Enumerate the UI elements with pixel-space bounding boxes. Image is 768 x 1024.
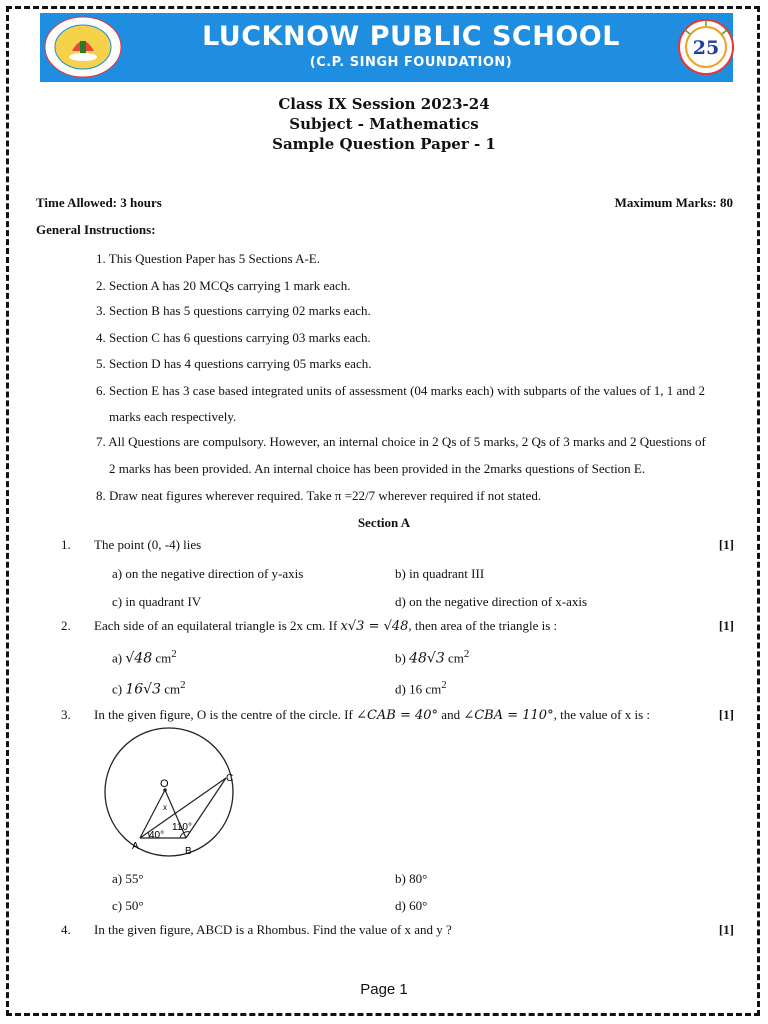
q4-number: 4.: [61, 922, 71, 937]
instruction-7-cont: 2 marks has been provided. An internal choice has been provided in the 2marks questions of Section E.: [109, 461, 646, 476]
label-b: B: [185, 846, 192, 857]
q3-option-c: c) 50°: [112, 898, 144, 913]
foundation-name: (C.P. SINGH FOUNDATION): [309, 55, 513, 70]
q2-a-label: a): [112, 650, 123, 666]
maximum-marks: Maximum Marks: 80: [614, 195, 733, 210]
q2-b-square: 2: [463, 648, 470, 660]
instruction-7: 7. All Questions are compulsory. However, an internal choice in 2 Qs of 5 marks, 2 Qs of 3 marks and 2 Questions of: [96, 434, 706, 449]
q1-option-a: a) on the negative direction of y-axis: [112, 566, 304, 581]
q3-option-d: d) 60°: [395, 898, 428, 913]
q2-option-d: [395, 679, 447, 697]
q1-option-d: d) on the negative direction of x-axis: [395, 594, 588, 609]
q1-number: 1.: [61, 537, 71, 552]
q2-b-unit: cm: [448, 650, 464, 666]
q3-text-and: and: [441, 707, 461, 722]
instruction-5: 5. Section D has 4 questions carrying 05 marks each.: [96, 356, 372, 371]
title-paper: Sample Question Paper - 1: [272, 135, 496, 153]
instruction-1: 1. This Question Paper has 5 Sections A-E.: [96, 251, 320, 266]
page-number: Page 1: [360, 981, 408, 998]
label-x: x: [163, 803, 167, 812]
instruction-2: 2. Section A has 20 MCQs carrying 1 mark each.: [96, 278, 351, 293]
q3-text: [94, 707, 650, 723]
q2-number: 2.: [61, 618, 71, 633]
q2-text-post: , then area of the triangle is :: [408, 618, 558, 633]
label-40: 40°: [149, 830, 165, 841]
q2-a-square: 2: [171, 648, 177, 660]
q2-c-label: c): [112, 681, 123, 697]
label-110: 110°: [172, 822, 192, 833]
q2-d-value: 16 cm: [409, 681, 442, 697]
q3-marks: [1]: [718, 707, 734, 722]
title-subject: Subject - Mathematics: [289, 115, 479, 133]
instruction-6: 6. Section E has 3 case based integrated units of assessment (04 marks each) with subparts of the values of 1, 1 and 2: [96, 383, 706, 398]
instruction-4: 4. Section C has 6 questions carrying 03 marks each.: [96, 330, 371, 345]
instruction-3: 3. Section B has 5 questions carrying 02 marks each.: [96, 303, 371, 318]
q2-marks: [1]: [718, 618, 734, 633]
q2-option-c: [112, 679, 186, 697]
badge-number: 25: [692, 37, 720, 59]
q2-a-value: √48: [125, 650, 153, 667]
q3-number: 3.: [61, 707, 71, 722]
q2-b-label: b): [395, 650, 406, 666]
anniversary-badge-icon: [677, 16, 735, 78]
instruction-8: 8. Draw neat figures wherever required. Take π =22/7 wherever required if not stated.: [96, 488, 542, 503]
title-class: Class IX Session 2023-24: [278, 95, 490, 113]
label-c: C: [226, 773, 234, 784]
q3-circle-figure: [96, 726, 246, 858]
q4-marks: [1]: [718, 922, 734, 937]
page-border: [6, 6, 760, 1016]
q3-text-post: , the value of x is :: [553, 707, 650, 722]
q3-text-pre: In the given figure, O is the centre of the circle. If: [94, 707, 353, 722]
q2-b-value: 48√3: [409, 650, 445, 667]
q3-option-a: a) 55°: [112, 871, 144, 886]
q4-text: In the given figure, ABCD is a Rhombus. Find the value of x and y ?: [94, 922, 452, 937]
q2-a-unit: cm: [155, 650, 172, 666]
q1-marks: [1]: [718, 537, 734, 552]
q2-equation: x√3 = √48: [340, 619, 409, 634]
instruction-6-cont: marks each respectively.: [109, 409, 237, 424]
q1-option-c: c) in quadrant IV: [112, 594, 202, 609]
label-o: O: [160, 778, 169, 790]
q1-text: The point (0, -4) lies: [94, 537, 202, 552]
school-emblem-icon: [42, 15, 124, 79]
q1-option-b: b) in quadrant III: [395, 566, 485, 581]
general-instructions-heading: General Instructions:: [36, 222, 156, 237]
line-bc: [186, 778, 226, 838]
q2-c-value: 16√3: [125, 681, 162, 698]
school-name: LUCKNOW PUBLIC SCHOOL: [202, 21, 620, 52]
q2-c-unit: cm: [164, 681, 181, 697]
q2-text: [94, 618, 557, 634]
q2-option-b: [395, 648, 469, 666]
circle-outline: [105, 728, 233, 856]
q2-c-square: 2: [180, 679, 186, 691]
q2-text-pre: Each side of an equilateral triangle is 2x cm. If: [94, 618, 338, 633]
q3-angle-cba: ∠CBA = 110°: [463, 708, 554, 723]
q2-option-a: [112, 648, 177, 666]
q3-angle-cab: ∠CAB = 40°: [356, 708, 439, 723]
q2-d-square: 2: [441, 679, 447, 691]
school-banner: [40, 13, 733, 82]
q3-option-b: b) 80°: [395, 871, 428, 886]
q2-d-label: d): [395, 681, 406, 697]
section-a-title: Section A: [357, 515, 411, 530]
time-allowed: Time Allowed: 3 hours: [36, 195, 162, 210]
label-a: A: [132, 841, 139, 852]
